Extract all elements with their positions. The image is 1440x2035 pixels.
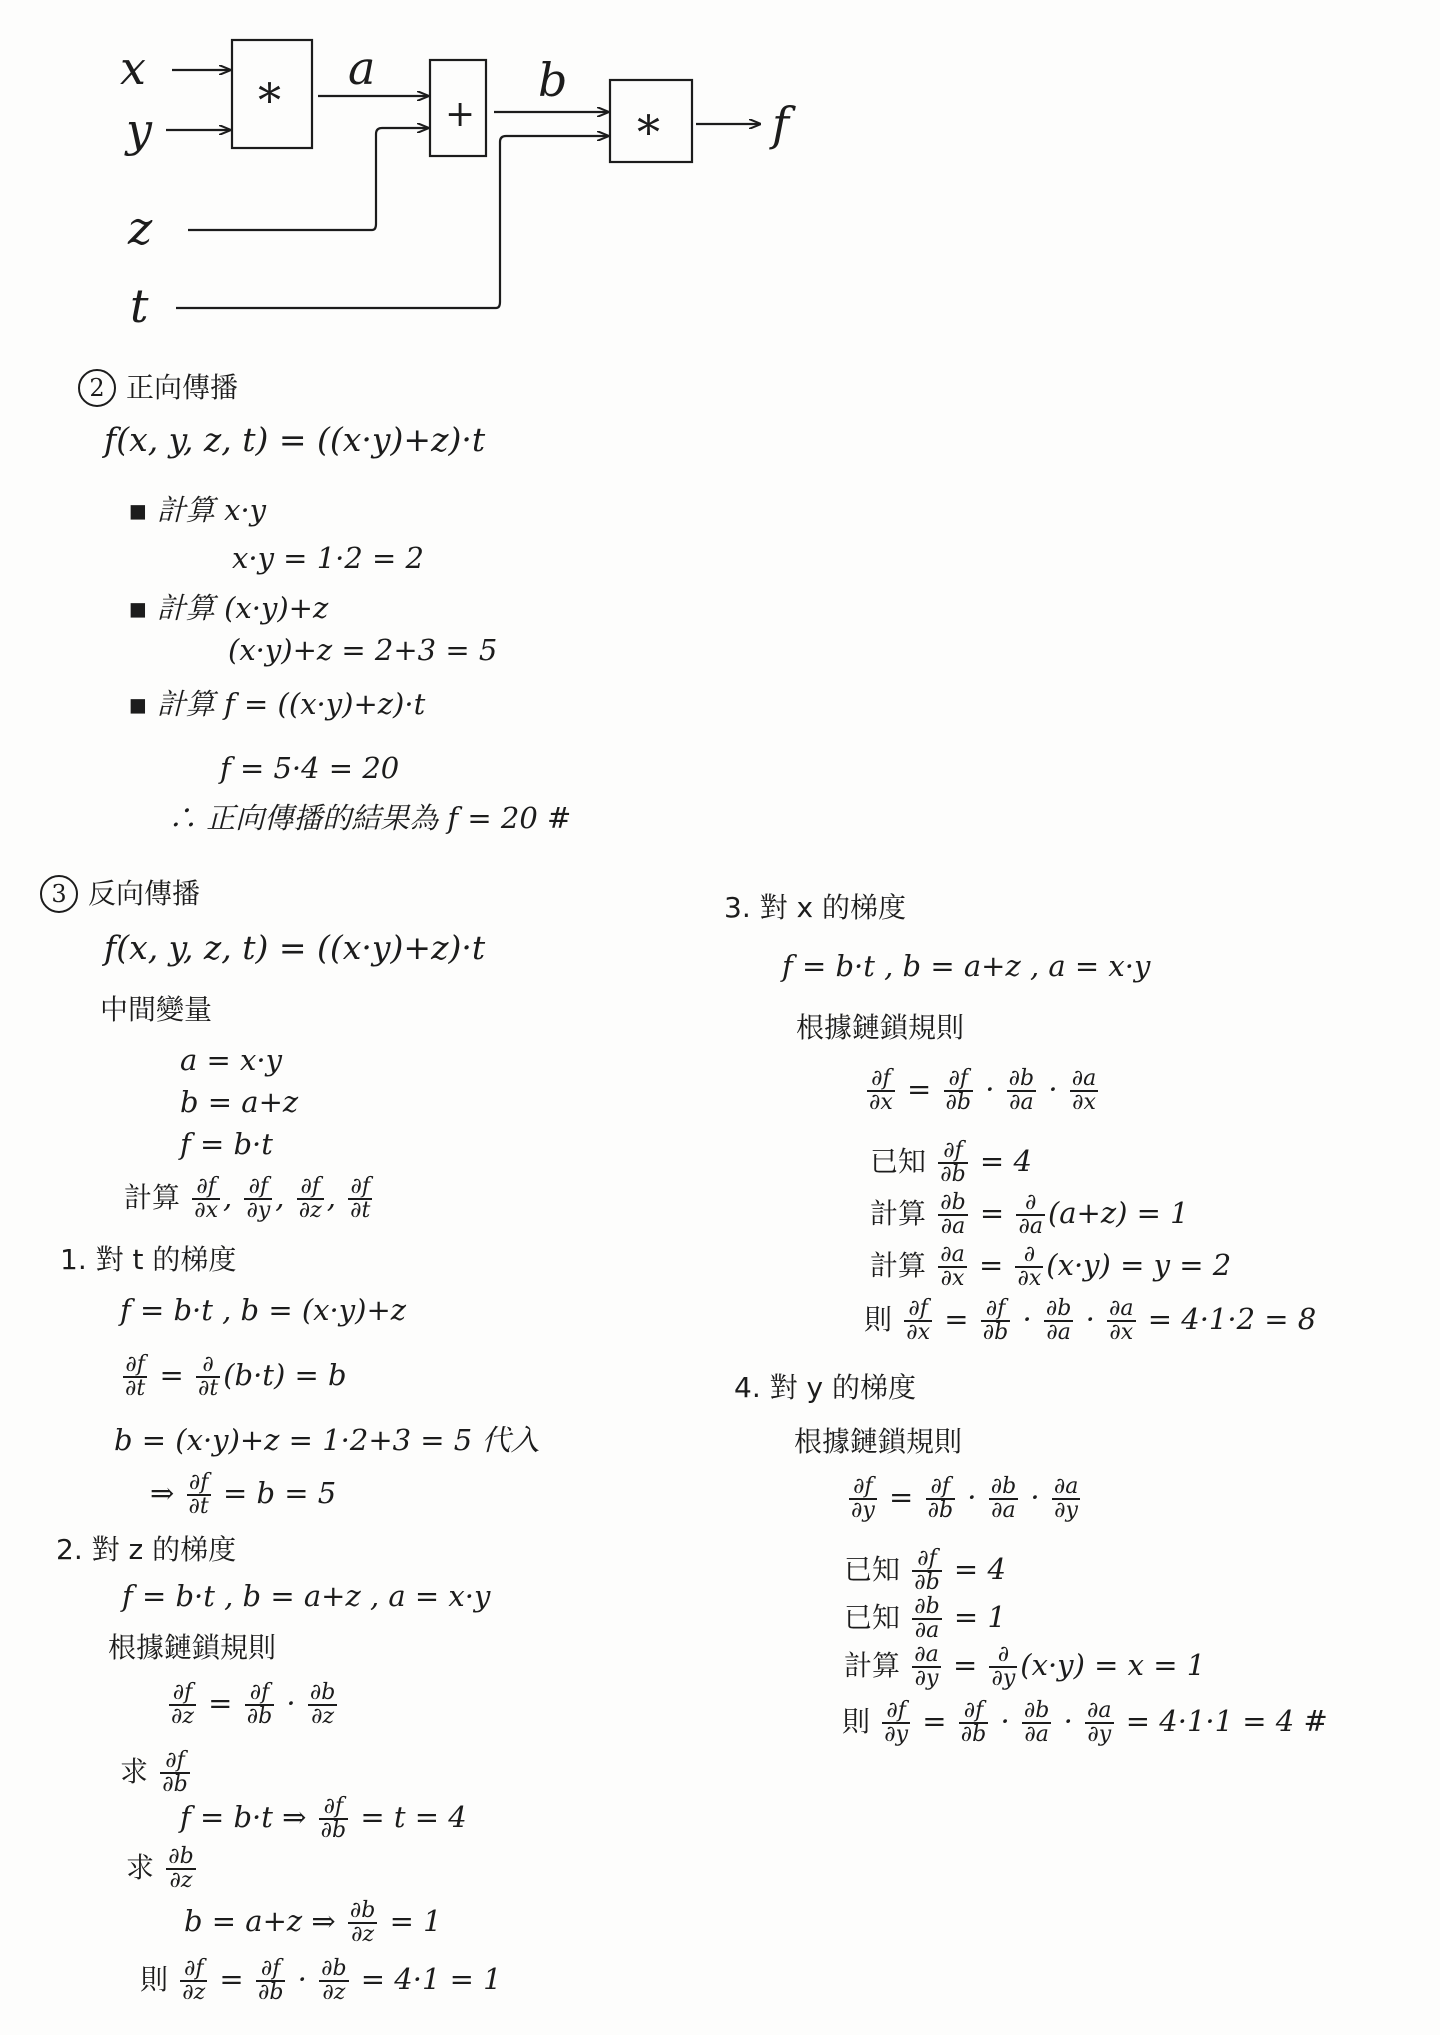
input-z: z [128,201,153,255]
forward-step-3-label: ▪ 計算 f = ((x·y)+z)·t [128,687,426,721]
node-op-multiply-1: * [258,73,281,127]
edge-t [176,136,608,308]
grad-x-calc2: 計算 $\frac{\partial a}{\partial x}$ = $\frac{\partial}{\partial x}$ (x·y) = y = 2 [870,1242,1232,1291]
forward-heading-text: 正向傳播 [126,371,239,404]
input-x: x [120,41,146,95]
grad-x-known: 已知 $\frac{\partial f}{\partial b}$ = 4 [870,1138,1032,1187]
grad-z-line1: f = b·t , b = a+z , a = x·y [122,1579,491,1613]
grad-y-calc: 計算 $\frac{\partial a}{\partial y}$ = $\frac{\partial}{\partial y}$ (x·y) = x = 1 [844,1642,1206,1691]
forward-step-3-result: f = 5·4 = 20 [220,751,400,785]
grad-x-title: 3. 對 x 的梯度 [724,891,906,924]
grad-y-chain: $\frac{\partial f}{\partial y}$ = $\frac{\partial f}{\partial b}$ · $\frac{\partial b}{\partial a}$ · $\frac{\partial a}{\partial y}$ [851,1474,1079,1523]
frac-df-dx: $\frac{\partial f}{\partial x}$ [194,1174,219,1223]
grad-y-title: 4. 對 y 的梯度 [734,1371,916,1404]
input-y: y [126,103,152,157]
grad-z-result: 則 $\frac{\partial f}{\partial z}$ = $\frac{\partial f}{\partial b}$ · $\frac{\partial b}{\partial z}$ = 4·1 = 1 [140,1956,502,2005]
forward-heading [78,366,238,408]
grad-z-find2: 求 $\frac{\partial b}{\partial z}$ [126,1844,194,1893]
forward-conclusion: ∴ 正向傳播的結果為 f = 20 # [168,801,572,835]
backward-formula: f(x, y, z, t) = ((x·y)+z)·t [104,928,486,967]
grad-t-line2: $\frac{\partial f}{\partial t}$ = $\frac{\partial}{\partial t}$ (b·t) = b [125,1352,347,1401]
grad-x-line1: f = b·t , b = a+z , a = x·y [782,949,1151,983]
grad-x-rule: 根據鏈鎖規則 [796,1011,965,1044]
input-t: t [130,279,149,333]
grad-t-title: 1. 對 t 的梯度 [60,1243,237,1276]
edge-z [188,128,428,230]
grad-y-rule: 根據鏈鎖規則 [794,1425,963,1458]
output-f: f [772,97,790,151]
grad-z-rule: 根據鏈鎖規則 [108,1631,277,1664]
grad-x-calc1: 計算 $\frac{\partial b}{\partial a}$ = $\frac{\partial}{\partial a}$ (a+z) = 1 [870,1190,1189,1239]
edge-label-a: a [348,41,376,95]
backward-heading-number: 3 [40,875,78,913]
grad-z-title: 2. 對 z 的梯度 [56,1533,237,1566]
grad-t-line1: f = b·t , b = (x·y)+z [120,1293,407,1327]
grad-z-chain: $\frac{\partial f}{\partial z}$ = $\frac{\partial f}{\partial b}$ · $\frac{\partial b}{\partial z}$ [171,1680,336,1729]
forward-step-2-label: ▪ 計算 (x·y)+z [128,591,329,625]
compute-targets: 計算 $\frac{\partial f}{\partial x}$ , $\frac{\partial f}{\partial y}$ , $\frac{\partial f}{\partial z}$ , $\frac{\partial f}{\partial t}$ [124,1174,371,1223]
forward-formula: f(x, y, z, t) = ((x·y)+z)·t [104,420,486,459]
grad-t-line4: ⇒ $\frac{\partial f}{\partial t}$ = b = 5 [150,1470,337,1519]
grad-y-result: 則 $\frac{\partial f}{\partial y}$ = $\frac{\partial f}{\partial b}$ · $\frac{\partial b}{\partial a}$ · $\frac{\partial a}{\partial y}$ = 4·1·1 = 4 # [842,1698,1328,1747]
backward-heading-text: 反向傳播 [88,877,201,910]
forward-step-1-label: ▪ 計算 x·y [128,493,267,527]
frac-df-dy: $\frac{\partial f}{\partial y}$ [246,1174,271,1223]
forward-step-2-result: (x·y)+z = 2+3 = 5 [228,633,498,667]
grad-x-chain: $\frac{\partial f}{\partial x}$ = $\frac{\partial f}{\partial b}$ · $\frac{\partial b}{\partial a}$ · $\frac{\partial a}{\partial x}$ [869,1066,1097,1115]
forward-heading-number: 2 [78,369,116,407]
intermediate-a: a = x·y [180,1043,282,1077]
frac-df-dt: $\frac{\partial f}{\partial t}$ [350,1174,371,1223]
grad-y-known2: 已知 $\frac{\partial b}{\partial a}$ = 1 [844,1594,1006,1643]
edge-label-b: b [538,53,568,107]
intermediate-b: b = a+z [180,1085,299,1119]
grad-z-find1-calc: f = b·t ⇒ $\frac{\partial f}{\partial b}$ = t = 4 [180,1794,467,1843]
intermediate-f: f = b·t [180,1127,273,1161]
node-op-multiply-2: * [637,105,660,159]
intermediate-label: 中間變量 [100,993,213,1026]
backward-heading [40,872,200,914]
frac-df-dz: $\frac{\partial f}{\partial z}$ [298,1174,322,1223]
forward-step-1-result: x·y = 1·2 = 2 [232,541,424,575]
computational-graph [0,0,1440,360]
grad-y-known1: 已知 $\frac{\partial f}{\partial b}$ = 4 [844,1546,1006,1595]
grad-t-line3: b = (x·y)+z = 1·2+3 = 5 代入 [114,1423,540,1457]
node-op-add: + [445,94,476,135]
grad-x-result: 則 $\frac{\partial f}{\partial x}$ = $\frac{\partial f}{\partial b}$ · $\frac{\partial b}{\partial a}$ · $\frac{\partial a}{\partial x}$ = 4·1·2 = 8 [864,1296,1317,1345]
grad-z-find2-calc: b = a+z ⇒ $\frac{\partial b}{\partial z}$ = 1 [184,1898,442,1947]
grad-z-find1: 求 $\frac{\partial f}{\partial b}$ [120,1748,188,1797]
